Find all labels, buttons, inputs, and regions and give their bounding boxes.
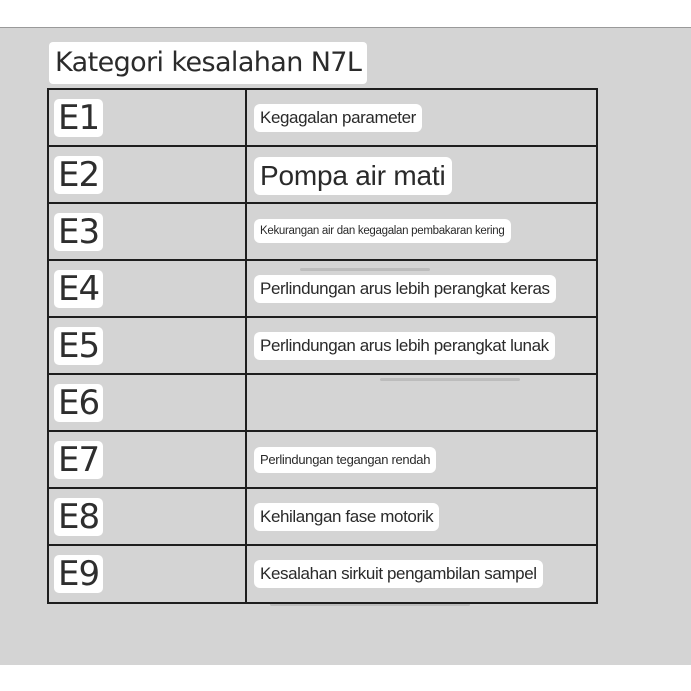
error-code: E5	[54, 327, 103, 365]
code-cell	[49, 489, 247, 544]
table-row	[49, 204, 596, 261]
table-row	[49, 147, 596, 204]
code-cell	[49, 432, 247, 487]
code-cell	[49, 318, 247, 373]
error-description: Perlindungan arus lebih perangkat keras	[254, 275, 556, 303]
error-code: E7	[54, 441, 103, 479]
error-code: E4	[54, 270, 103, 308]
error-description: Pompa air mati	[254, 157, 452, 195]
table-row	[49, 318, 596, 375]
error-code: E8	[54, 498, 103, 536]
code-cell	[49, 204, 247, 259]
table-row	[49, 489, 596, 546]
error-description: Perlindungan arus lebih perangkat lunak	[254, 332, 555, 360]
table-row	[49, 546, 596, 602]
table-row	[49, 375, 596, 432]
error-description: Kegagalan parameter	[254, 104, 422, 132]
error-description: Kehilangan fase motorik	[254, 503, 439, 531]
code-cell	[49, 546, 247, 602]
error-code: E9	[54, 555, 103, 593]
error-code: E1	[54, 99, 103, 137]
error-code: E2	[54, 156, 103, 194]
error-code: E3	[54, 213, 103, 251]
table-row	[49, 261, 596, 318]
table-row	[49, 90, 596, 147]
error-description: Perlindungan tegangan rendah	[254, 447, 436, 473]
code-cell	[49, 375, 247, 430]
code-cell	[49, 147, 247, 202]
error-description: Kekurangan air dan kegagalan pembakaran kering	[254, 219, 511, 243]
document-title: Kategori kesalahan N7L	[49, 42, 367, 84]
error-code-table	[47, 88, 598, 604]
code-cell	[49, 261, 247, 316]
error-description: Kesalahan sirkuit pengambilan sampel	[254, 560, 543, 588]
error-code: E6	[54, 384, 103, 422]
table-row	[49, 432, 596, 489]
code-cell	[49, 90, 247, 145]
